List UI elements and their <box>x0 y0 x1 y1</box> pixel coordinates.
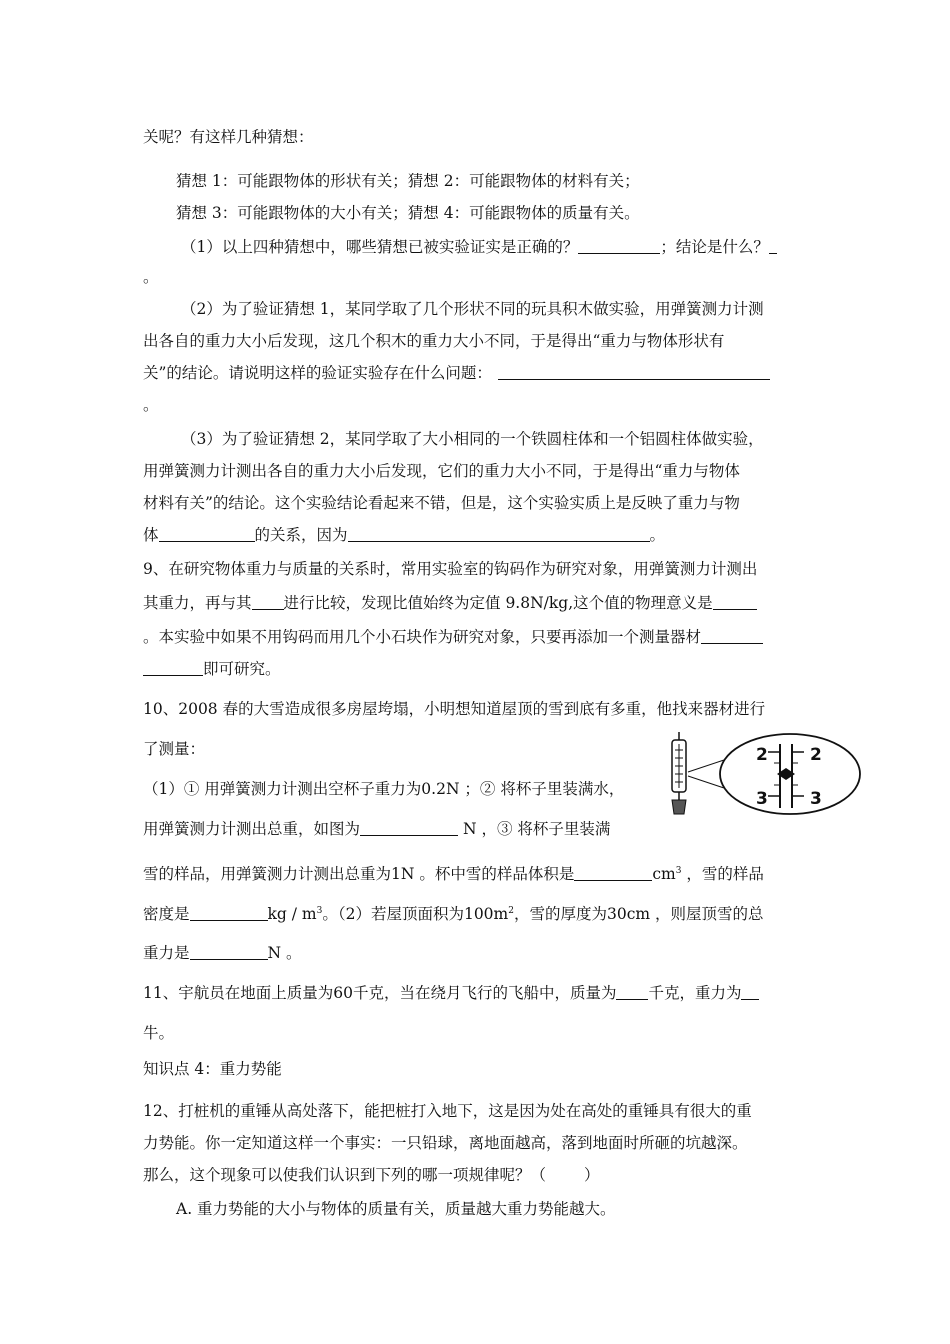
question-text: 即可研究。 <box>203 660 281 678</box>
superscript: 3 <box>675 866 682 876</box>
question-line <box>143 626 763 648</box>
text-line: 猜想 1：可能跟物体的形状有关；猜想 2：可能跟物体的材料有关； <box>176 172 640 190</box>
question-text: 。本实验中如果不用钩码而用几个小石块作为研究对象，只要再添加一个测量器材 <box>143 628 702 646</box>
question-line <box>181 236 777 258</box>
question-line <box>143 818 610 840</box>
question-text: 。 <box>649 526 666 544</box>
answer-blank[interactable] <box>252 593 284 610</box>
question-text: N 。 <box>267 944 302 962</box>
question-text: 雪的样品，用弹簧测力计测出总重为1N 。杯中雪的样品体积是 <box>143 865 575 883</box>
question-text: N ，③ 将杯子里装满 <box>462 820 611 838</box>
scale-label: 2 <box>756 745 768 765</box>
question-text: 体 <box>143 526 159 544</box>
text-line: 用弹簧测力计测出各自的重力大小后发现，它们的重力大小不同，于是得出“重力与物体 <box>143 462 740 480</box>
text-line: （2）为了验证猜想 1，某同学取了几个形状不同的玩具积木做实验，用弹簧测力计测 <box>181 300 764 318</box>
answer-blank[interactable] <box>190 904 268 921</box>
section-heading: 知识点 4：重力势能 <box>143 1060 282 1078</box>
answer-blank[interactable] <box>348 525 650 542</box>
text-line: （3）为了验证猜想 2，某同学取了大小相同的一个铁圆柱体和一个铝圆柱体做实验， <box>181 430 764 448</box>
text-line: 材料有关”的结论。这个实验结论看起来不错，但是，这个实验实质上是反映了重力与物 <box>143 494 740 512</box>
question-text: 其重力，再与其 <box>143 594 252 612</box>
answer-blank[interactable] <box>360 819 458 836</box>
question-text: 进行比较，发现比值始终为定值 9.8N/kg,这个值的物理意义是 <box>283 594 713 612</box>
scale-label: 3 <box>810 789 822 809</box>
question-line <box>143 982 759 1004</box>
text-line: 10、2008 春的大雪造成很多房屋垮塌，小明想知道屋顶的雪到底有多重，他找来器材进行 <box>143 700 766 718</box>
question-text: 千克，重力为 <box>648 984 742 1002</box>
question-text: 用弹簧测力计测出总重，如图为 <box>143 820 361 838</box>
answer-blank[interactable] <box>143 659 203 676</box>
question-text: kg / m <box>267 905 317 923</box>
question-text: 密度是 <box>143 905 190 923</box>
text-line: 12、打桩机的重锤从高处落下，能把桩打入地下，这是因为处在高处的重锤具有很大的重 <box>143 1102 752 1120</box>
question-line <box>143 860 764 885</box>
option-a: A. 重力势能的大小与物体的质量有关，质量越大重力势能越大。 <box>176 1200 616 1218</box>
answer-blank[interactable] <box>578 237 660 254</box>
question-line <box>143 658 281 680</box>
text-line: 。 <box>143 396 159 414</box>
superscript: 3 <box>316 906 323 916</box>
question-text: 那么，这个现象可以使我们认识到下列的哪一项规律呢？（ <box>143 1166 547 1184</box>
question-text: ，雪的样品 <box>686 865 764 883</box>
answer-blank[interactable] <box>701 627 763 644</box>
answer-blank[interactable] <box>190 943 268 960</box>
question-line <box>143 592 757 614</box>
text-line: 关呢？有这样几种猜想： <box>143 128 314 146</box>
scale-label: 2 <box>810 745 822 765</box>
question-text: cm <box>652 865 676 883</box>
answer-blank[interactable] <box>741 983 759 1000</box>
answer-blank[interactable] <box>574 864 652 881</box>
answer-blank[interactable] <box>713 593 757 610</box>
question-text: 关”的结论。请说明这样的验证实验存在什么问题： <box>143 364 492 382</box>
question-text: 。（2）若屋顶面积为100m <box>322 905 509 923</box>
spring-scale-icon <box>672 732 686 814</box>
scale-label: 3 <box>756 789 768 809</box>
question-line <box>143 900 764 925</box>
text-line: 牛。 <box>143 1024 175 1042</box>
magnified-reading-icon <box>688 734 860 814</box>
answer-blank[interactable] <box>616 983 648 1000</box>
text-line: 猜想 3：可能跟物体的大小有关；猜想 4：可能跟物体的质量有关。 <box>176 204 640 222</box>
question-line <box>143 1164 600 1186</box>
question-line <box>143 942 302 964</box>
text-line: 9、在研究物体重力与质量的关系时，常用实验室的钩码作为研究对象，用弹簧测力计测出 <box>143 560 758 578</box>
answer-blank[interactable] <box>769 237 777 254</box>
text-line: （1）① 用弹簧测力计测出空杯子重力为0.2N ；② 将杯子里装满水， <box>143 780 625 798</box>
answer-blank[interactable] <box>498 363 770 380</box>
question-text: 重力是 <box>143 944 190 962</box>
question-text: （1）以上四种猜想中，哪些猜想已被实验证实是正确的？ <box>181 238 579 256</box>
question-text: ；结论是什么？ <box>660 238 769 256</box>
question-text: ） <box>584 1166 600 1184</box>
superscript: 2 <box>508 906 514 916</box>
text-line: 了测量： <box>143 740 206 758</box>
question-text: 11、宇航员在地面上质量为60千克，当在绕月飞行的飞船中，质量为 <box>143 984 617 1002</box>
text-line: 力势能。你一定知道这样一个事实：一只铅球，离地面越高，落到地面时所砸的坑越深。 <box>143 1134 748 1152</box>
spring-scale-figure <box>664 730 864 830</box>
answer-blank[interactable] <box>159 525 255 542</box>
question-line <box>143 362 770 384</box>
text-line: 。 <box>143 268 159 286</box>
question-text: ，雪的厚度为30cm ，则屋顶雪的总 <box>513 905 764 923</box>
question-line <box>143 524 665 546</box>
text-line: 出各自的重力大小后发现，这几个积木的重力大小不同，于是得出“重力与物体形状有 <box>143 332 725 350</box>
question-text: 的关系，因为 <box>254 526 348 544</box>
